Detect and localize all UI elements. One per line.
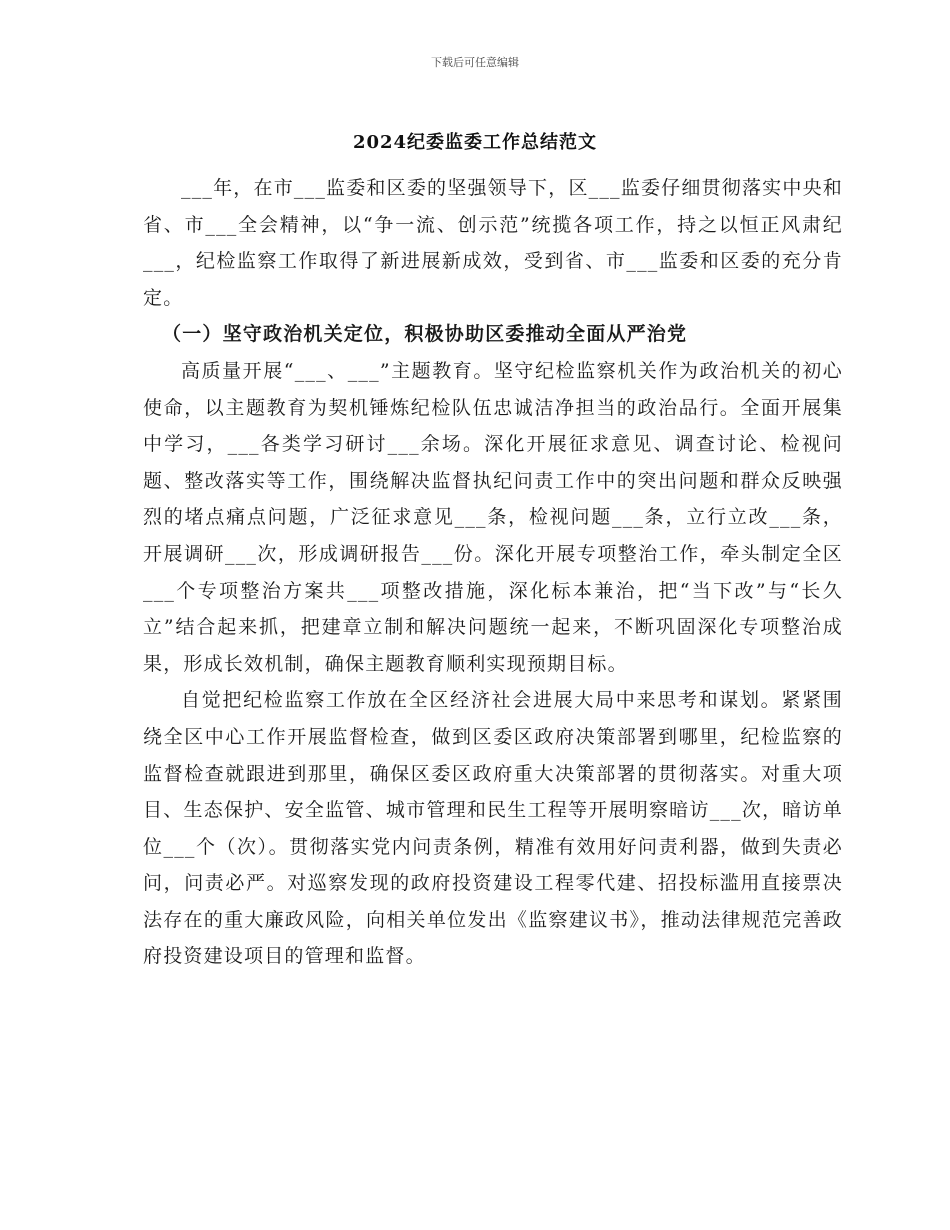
header-note: 下载后可任意编辑 xyxy=(431,56,519,69)
document-title: 2024纪委监委工作总结范文 xyxy=(352,132,598,153)
section-heading: （一）坚守政治机关定位，积极协助区委推动全面从严治党 xyxy=(162,323,688,346)
body-paragraph-2: 自觉把纪检监察工作放在全区经济社会进展大局中来思考和谋划。紧紧围绕全区中心工作开展监督检查，做到区委区政府决策部署到哪里，纪检监察的监督检查就跟进到那里，确保区委区政府重大决策部署的贯彻落实。对重大项目、生态保护、安全监管、城市管理和民生工程等开展明察暗访___次，暗访单位___个（次）。贯彻落实党内问责条例，精准有效用好问责利器，做到失责必问，问责必严。对巡察发现的政府投资建设工程零代建、招投标滥用直接票决法存在的重大廉政风险，向相关单位发出《监察建议书》，推动法律规范完善政府投资建设项目的管理和监督。 xyxy=(143,689,843,968)
body-paragraph-1: 高质量开展“___、___”主题教育。坚守纪检监察机关作为政治机关的初心使命，以主题教育为契机锤炼纪检队伍忠诚洁净担当的政治品行。全面开展集中学习，___各类学习研讨___余场。深化开展征求意见、调查讨论、检视问题、整改落实等工作，围绕解决监督执纪问责工作中的突出问题和群众反映强烈的堵点痛点问题，广泛征求意见___条，检视问题___条，立行立改___条，开展调研___次，形成调研报告___份。深化开展专项整治工作，牵头制定全区___个专项整治方案共___项整改措施，深化标本兼治，把“当下改”与“长久立”结合起来抓，把建章立制和解决问题统一起来，不断巩固深化专项整治成果，形成长效机制，确保主题教育顺利实现预期目标。 xyxy=(143,359,843,675)
document-body xyxy=(143,170,843,975)
intro-paragraph: ___年，在市___监委和区委的坚强领导下，区___监委仔细贯彻落实中央和省、市___全会精神，以“争一流、创示范”统揽各项工作，持之以恒正风肃纪___，纪检监察工作取得了新进展新成效，受到省、市___监委和区委的充分肯定。 xyxy=(143,177,843,309)
